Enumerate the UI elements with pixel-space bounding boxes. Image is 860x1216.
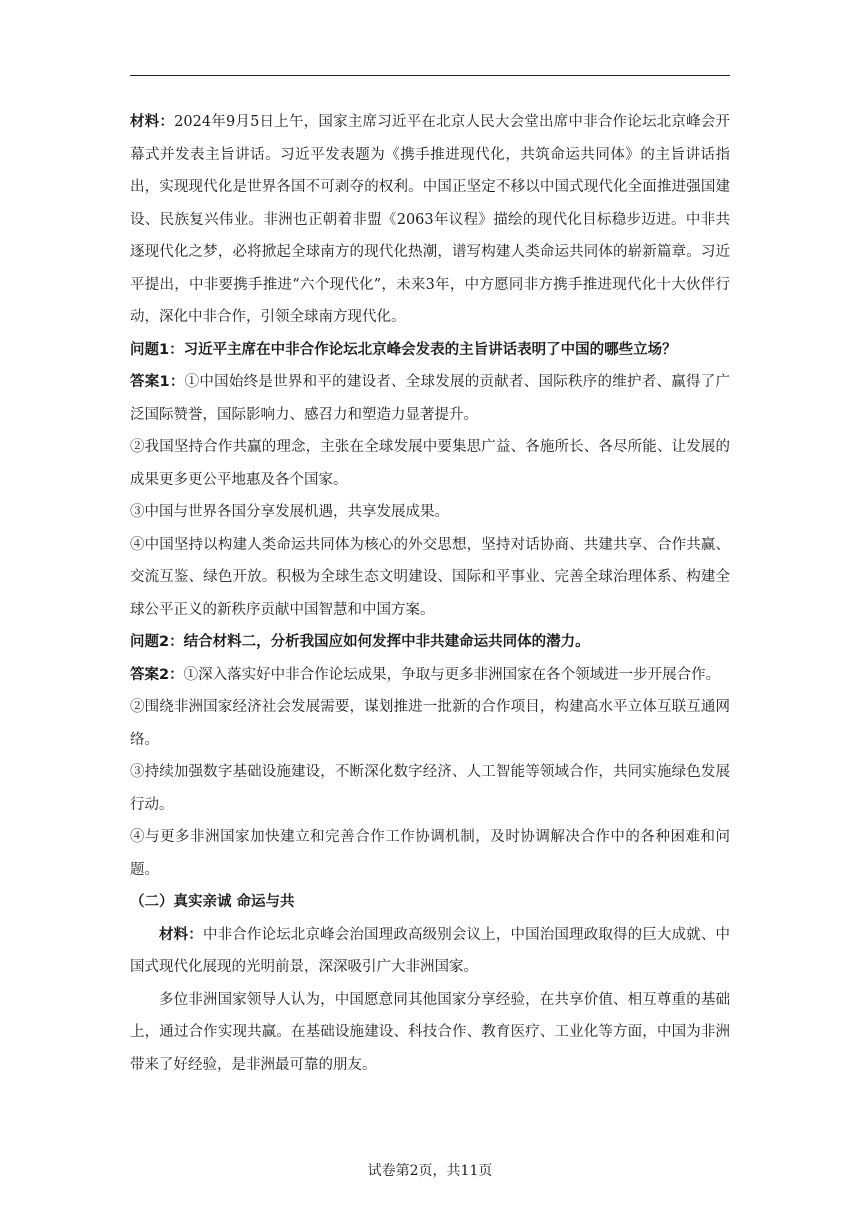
question-1: 问题1：习近平主席在中非合作论坛北京峰会发表的主旨讲话表明了中国的哪些立场？	[130, 341, 677, 358]
document-body	[130, 106, 730, 1081]
material-1-label: 材料：	[130, 114, 175, 130]
page-footer: 试卷第2页，共11页	[367, 1163, 493, 1179]
answer-1-point-1-text: ①中国始终是世界和平的建设者、全球发展的贡献者、国际秩序的维护者、赢得了广泛国际赞誉，国际影响力、感召力和塑造力显著提升。	[130, 374, 731, 423]
material-1	[130, 106, 730, 334]
answer-2-point-4: ④与更多非洲国家加快建立和完善合作工作协调机制，及时协调解决合作中的各种困难和问题。	[130, 829, 730, 878]
section-2-paragraph-2: 多位非洲国家领导人认为，中国愿意同其他国家分享经验，在共享价值、相互尊重的基础上，通过合作实现共赢。在基础设施建设、科技合作、教育医疗、工业化等方面，中国为非洲带来了好经验，是非洲最可靠的朋友。	[130, 991, 730, 1073]
section-2-material-label: 材料：	[159, 926, 203, 943]
answer-1-point-2: ②我国坚持合作共赢的理念，主张在全球发展中要集思广益、各施所长、各尽所能、让发展的成果更多更公平地惠及各个国家。	[130, 439, 730, 488]
section-2-material-text: 中非合作论坛北京峰会治国理政高级别会议上，中国治国理政取得的巨大成就、中国式现代化展现的光明前景，深深吸引广大非洲国家。	[130, 926, 730, 975]
answer-2-point-3: ③持续加强数字基础设施建设，不断深化数字经济、人工智能等领域合作，共同实施绿色发展行动。	[130, 764, 730, 813]
answer-2-label: 答案2：	[130, 666, 184, 683]
answer-1-point-3: ③中国与世界各国分享发展机遇，共享发展成果。	[130, 504, 449, 520]
section-heading: （二）真实亲诚 命运与共	[130, 894, 295, 910]
header-rule	[130, 75, 730, 76]
answer-1-point-4: ④中国坚持以构建人类命运共同体为核心的外交思想，坚持对话协商、共建共享、合作共赢、交流互鉴、绿色开放。积极为全球生态文明建设、国际和平事业、完善全球治理体系、构建全球公平正义的新秩序贡献中国智慧和中国方案。	[130, 536, 730, 618]
answer-2-point-1-text: ①深入落实好中非合作论坛成果，争取与更多非洲国家在各个领域进一步开展合作。	[183, 666, 721, 683]
answer-1-label: 答案1：	[130, 374, 185, 390]
answer-2-point-1	[130, 659, 730, 692]
section-2-material	[130, 919, 730, 984]
answer-1-point-1	[130, 366, 730, 431]
material-1-text: 2024年9月5日上午，国家主席习近平在北京人民大会堂出席中非合作论坛北京峰会开幕式并发表主旨讲话。习近平发表题为《携手推进现代化，共筑命运共同体》的主旨讲话指出，实现现代化是世界各国不可剥夺的权利。中国正坚定不移以中国式现代化全面推进强国建设、民族复兴伟业。非洲也正朝着非盟《2063年议程》描绘的现代化目标稳步迈进。中非共逐现代化之梦，必将掀起全球南方的现代化热潮，谱写构建人类命运共同体的崭新篇章。习近平提出，中非要携手推进“六个现代化”，未来3年，中方愿同非方携手推进现代化十大伙伴行动，深化中非合作，引领全球南方现代化。	[130, 114, 731, 325]
answer-2-point-2: ②围绕非洲国家经济社会发展需要，谋划推进一批新的合作项目，构建高水平立体互联互通网络。	[130, 699, 730, 748]
question-2: 问题2：结合材料二，分析我国应如何发挥中非共建命运共同体的潜力。	[130, 634, 590, 650]
